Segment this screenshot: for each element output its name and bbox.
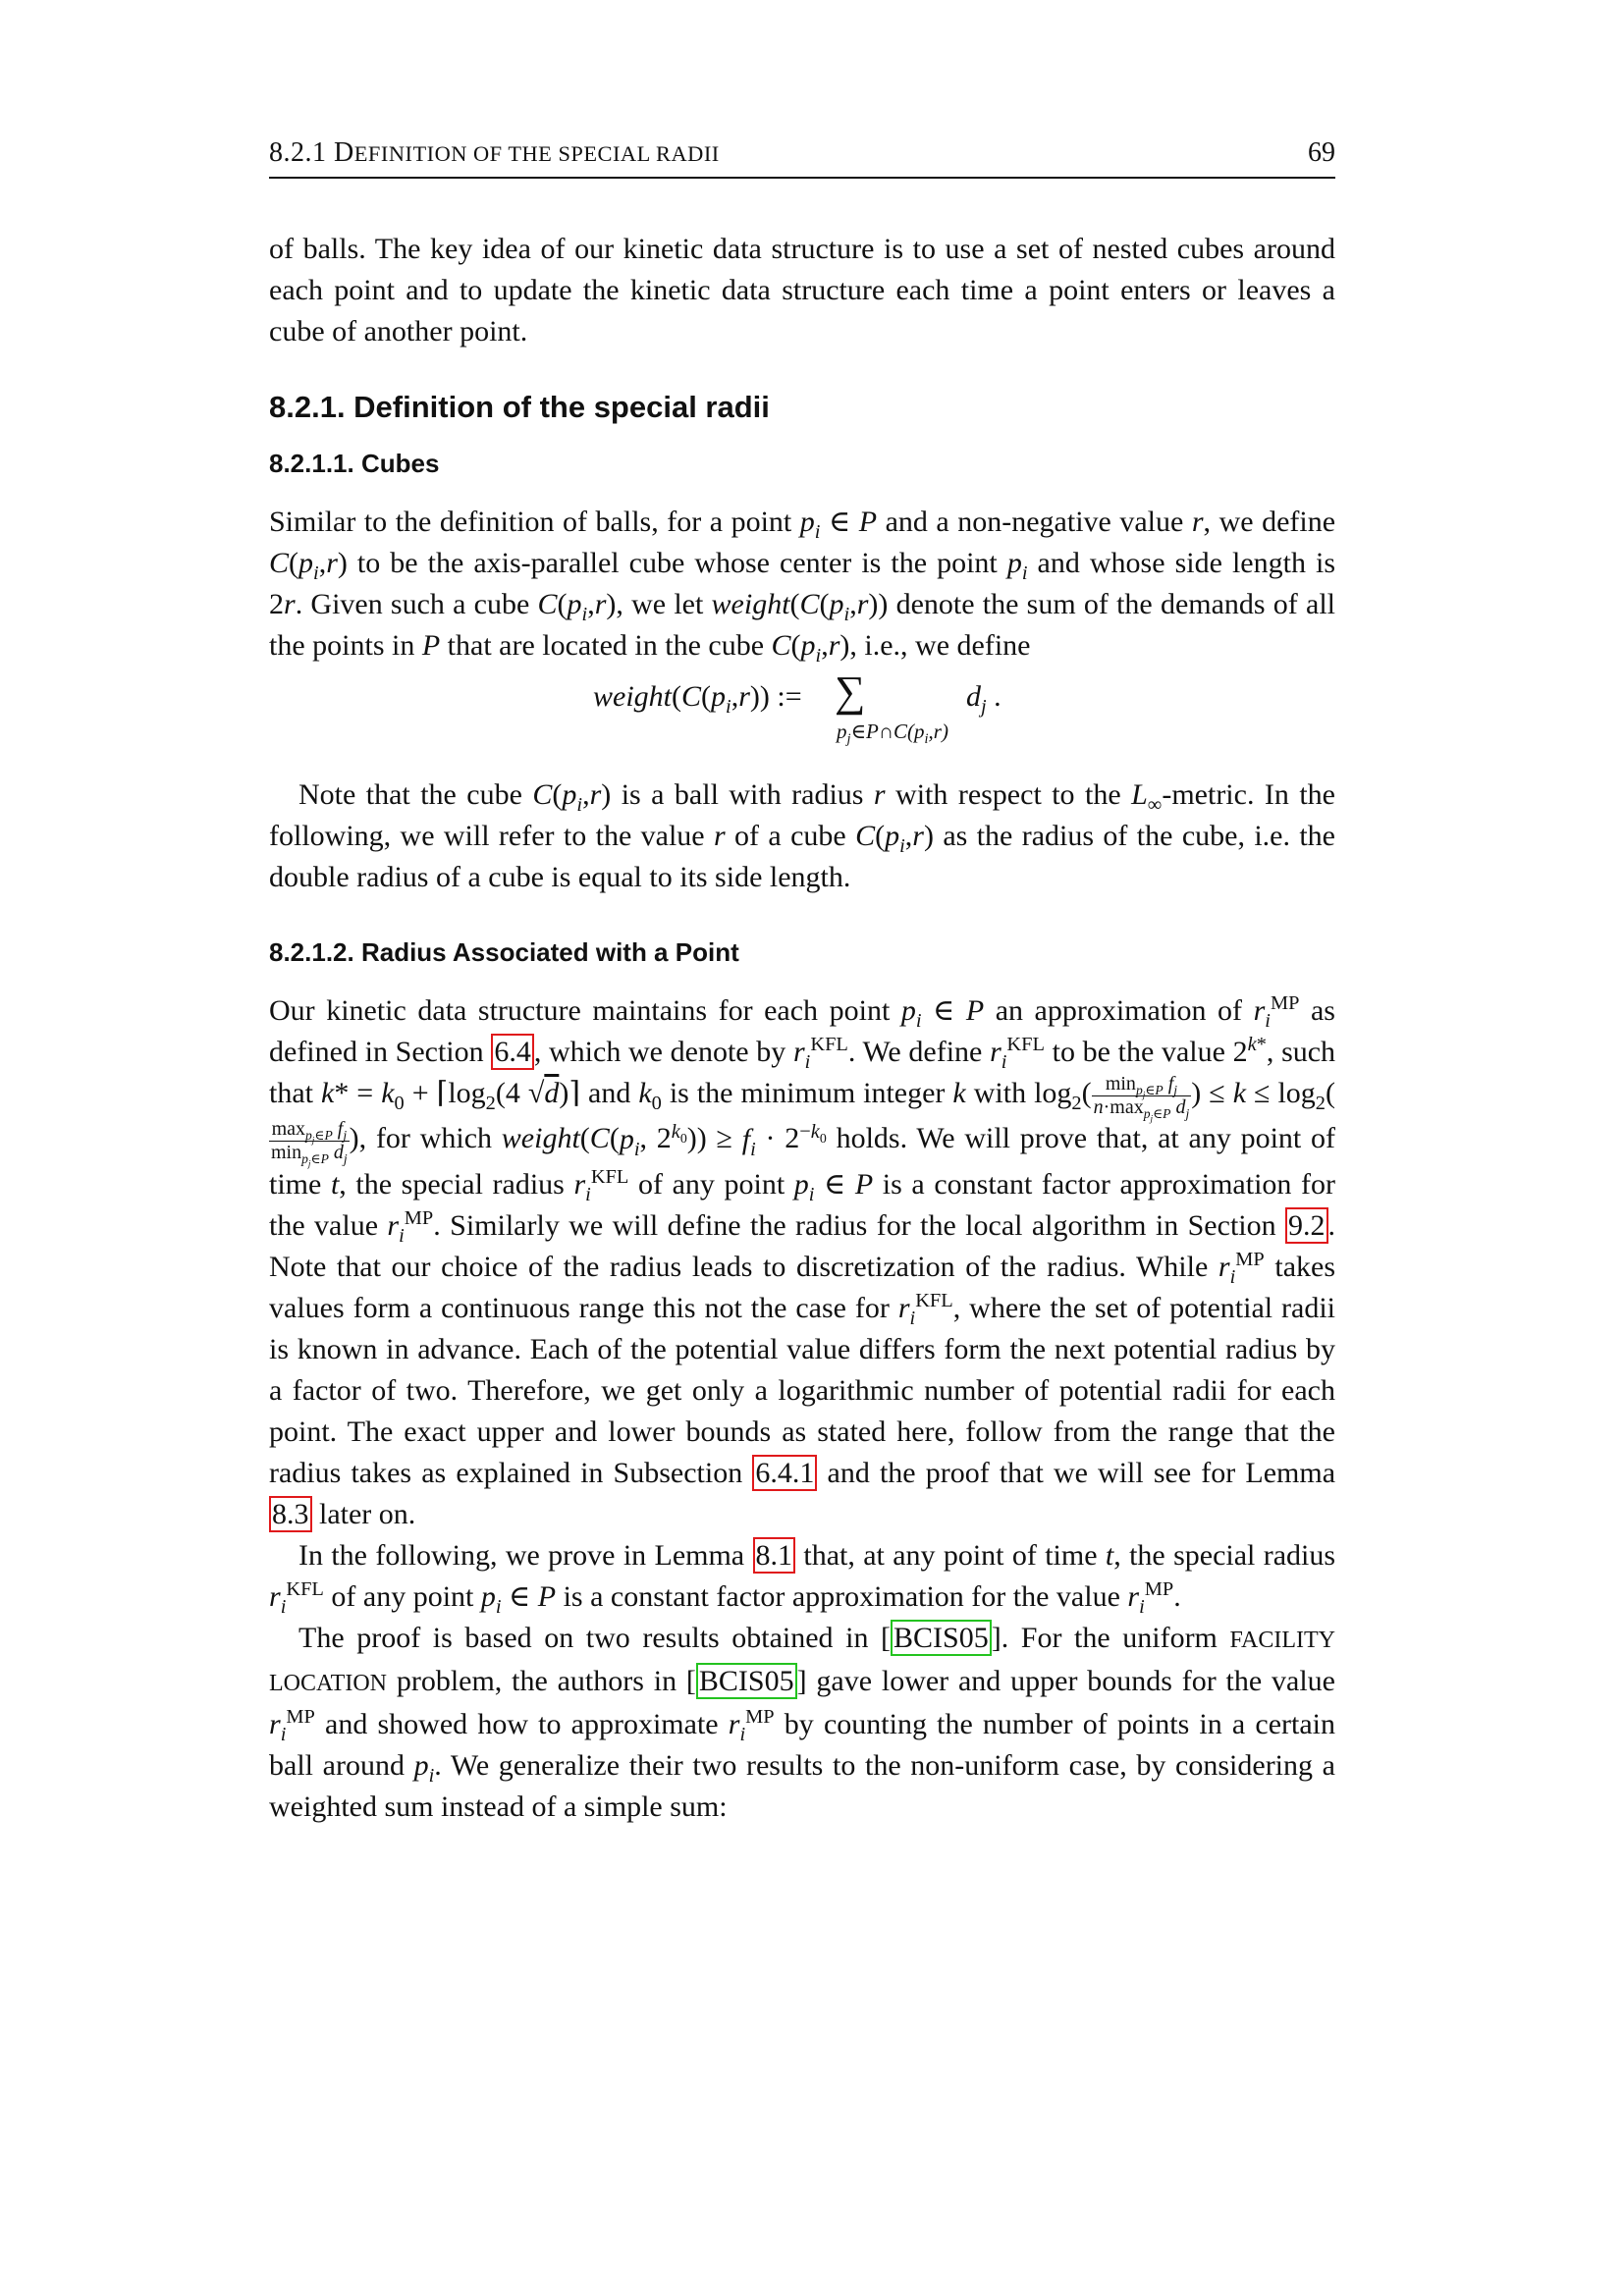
page-body xyxy=(269,229,1335,1828)
intro-paragraph: of balls. The key idea of our kinetic data structure is to use a set of nested cubes around each point and to update the kinetic data structure each time a point enters or leaves a cube of another point. xyxy=(269,233,1335,347)
cube-definition-paragraph: Similar to the definition of balls, for a point $p_i$ ∈ P and a non-negative value r, we define $C(p_i,r)$ to be the axis-parallel cube whose center is the point $p_i$ and whose side length is 2r. Given such a cube $C(p_i,r)$, we let $weight(C(p_i,r))$ denote the sum of the demands of all the points in P that are located in the cube $C(p_i,r)$, i.e., we define xyxy=(269,506,1336,667)
ref-lemma-8-3[interactable]: 8.3 xyxy=(269,1496,312,1532)
ref-section-6-4[interactable]: 6.4 xyxy=(491,1034,534,1070)
ref-section-9-2[interactable]: 9.2 xyxy=(1285,1207,1328,1244)
ref-subsection-6-4-1[interactable]: 6.4.1 xyxy=(752,1455,817,1491)
radius-paragraph: Our kinetic data structure maintains for each point $p_i$ ∈ P an approximation of $r_i^{MP}$ as defined in Section 6.4 , which we denote by $r_i^{KFL}$. We define $r_i^{KFL}$ to be the value $2^{k*}$, such that $k* = k_0$ + $⌈\log_2(4$ √d)⌉ and $k_0$ is the minimum integer k with $\log_2$( $\frac{\min_{p_j\in P} f_j}{n\cdot\max_{p_j\in P} d_j}$ ) ≤ $k \le \log_2$( $\frac{\max_{p_j\in P} f_j}{\min_{p_j\in P} d_j}$ ), for which $weight(C(p_i$, $2^{k_0})) \ge f_i \cdot 2^{-k_0}$ holds. We will prove that, at any point of time t, the special radius $r_i^{KFL}$ of any point $p_i$ ∈ P is a constant factor approximation for the value $r_i^{MP}$. Similarly we will define the radius for the local algorithm in Section 9.2 . Note that our choice of the radius leads to discretization of the radius. While $r_i^{MP}$ takes values form a continuous range this not the case for $r_i^{KFL}$, where the set of potential radii is known in advance. Each of the potential value differs form the next potential radius by a factor of two. Therefore, we get only a logarithmic number of potential radii for each point. The exact upper and lower bounds as stated here, follow from the range that the radius takes as explained in Subsection 6.4.1 and the proof that we will see for Lemma 8.3 later on. xyxy=(269,992,1336,1530)
ref-lemma-8-1[interactable]: 8.1 xyxy=(753,1537,796,1574)
subsection-heading-radius: 8.2.1.2. Radius Associated with a Point xyxy=(269,937,739,967)
cube-note-paragraph: Note that the cube $C(p_i,r)$ is a ball with radius r with respect to the $L_\infty$-metric. In the following, we will refer to the value r of a cube $C(p_i,r)$ as the radius of the cube, i.e. the double radius of a cube is equal to its side length. xyxy=(269,778,1336,893)
weight-equation: $weight(C(p_i,r))$ := ∑ $p_j\in P\cap C(p_i,r)$ $d_j$ . xyxy=(593,667,1001,748)
lemma-intro-paragraph: In the following, we prove in Lemma 8.1 that, at any point of time t, the special radius $r_i^{KFL}$ of any point $p_i$ ∈ P is a constant factor approximation for the value $r_i^{MP}$. xyxy=(269,1538,1336,1618)
page-number: 69 xyxy=(1308,137,1335,168)
proof-basis-paragraph: The proof is based on two results obtained in [ BCIS05 ]. For the uniform FACILITY LOCATION problem, the authors in [ BCIS05 ] gave lower and upper bounds for the value $r_i^{MP}$ and showed how to approximate $r_i^{MP}$ by counting the number of points in a certain ball around $p_i$. We generalize their two results to the non-uniform case, by considering a weighted sum instead of a simple sum: xyxy=(269,1621,1336,1823)
subsection-heading-cubes: 8.2.1.1. Cubes xyxy=(269,449,440,478)
ref-bcis05-first[interactable]: BCIS05 xyxy=(891,1620,992,1656)
ref-bcis05-second[interactable]: BCIS05 xyxy=(696,1663,797,1699)
header-section-title: 8.2.1 DEFINITION OF THE SPECIAL RADII xyxy=(269,137,720,168)
section-heading: 8.2.1. Definition of the special radii xyxy=(269,390,770,424)
running-header xyxy=(269,137,1335,179)
